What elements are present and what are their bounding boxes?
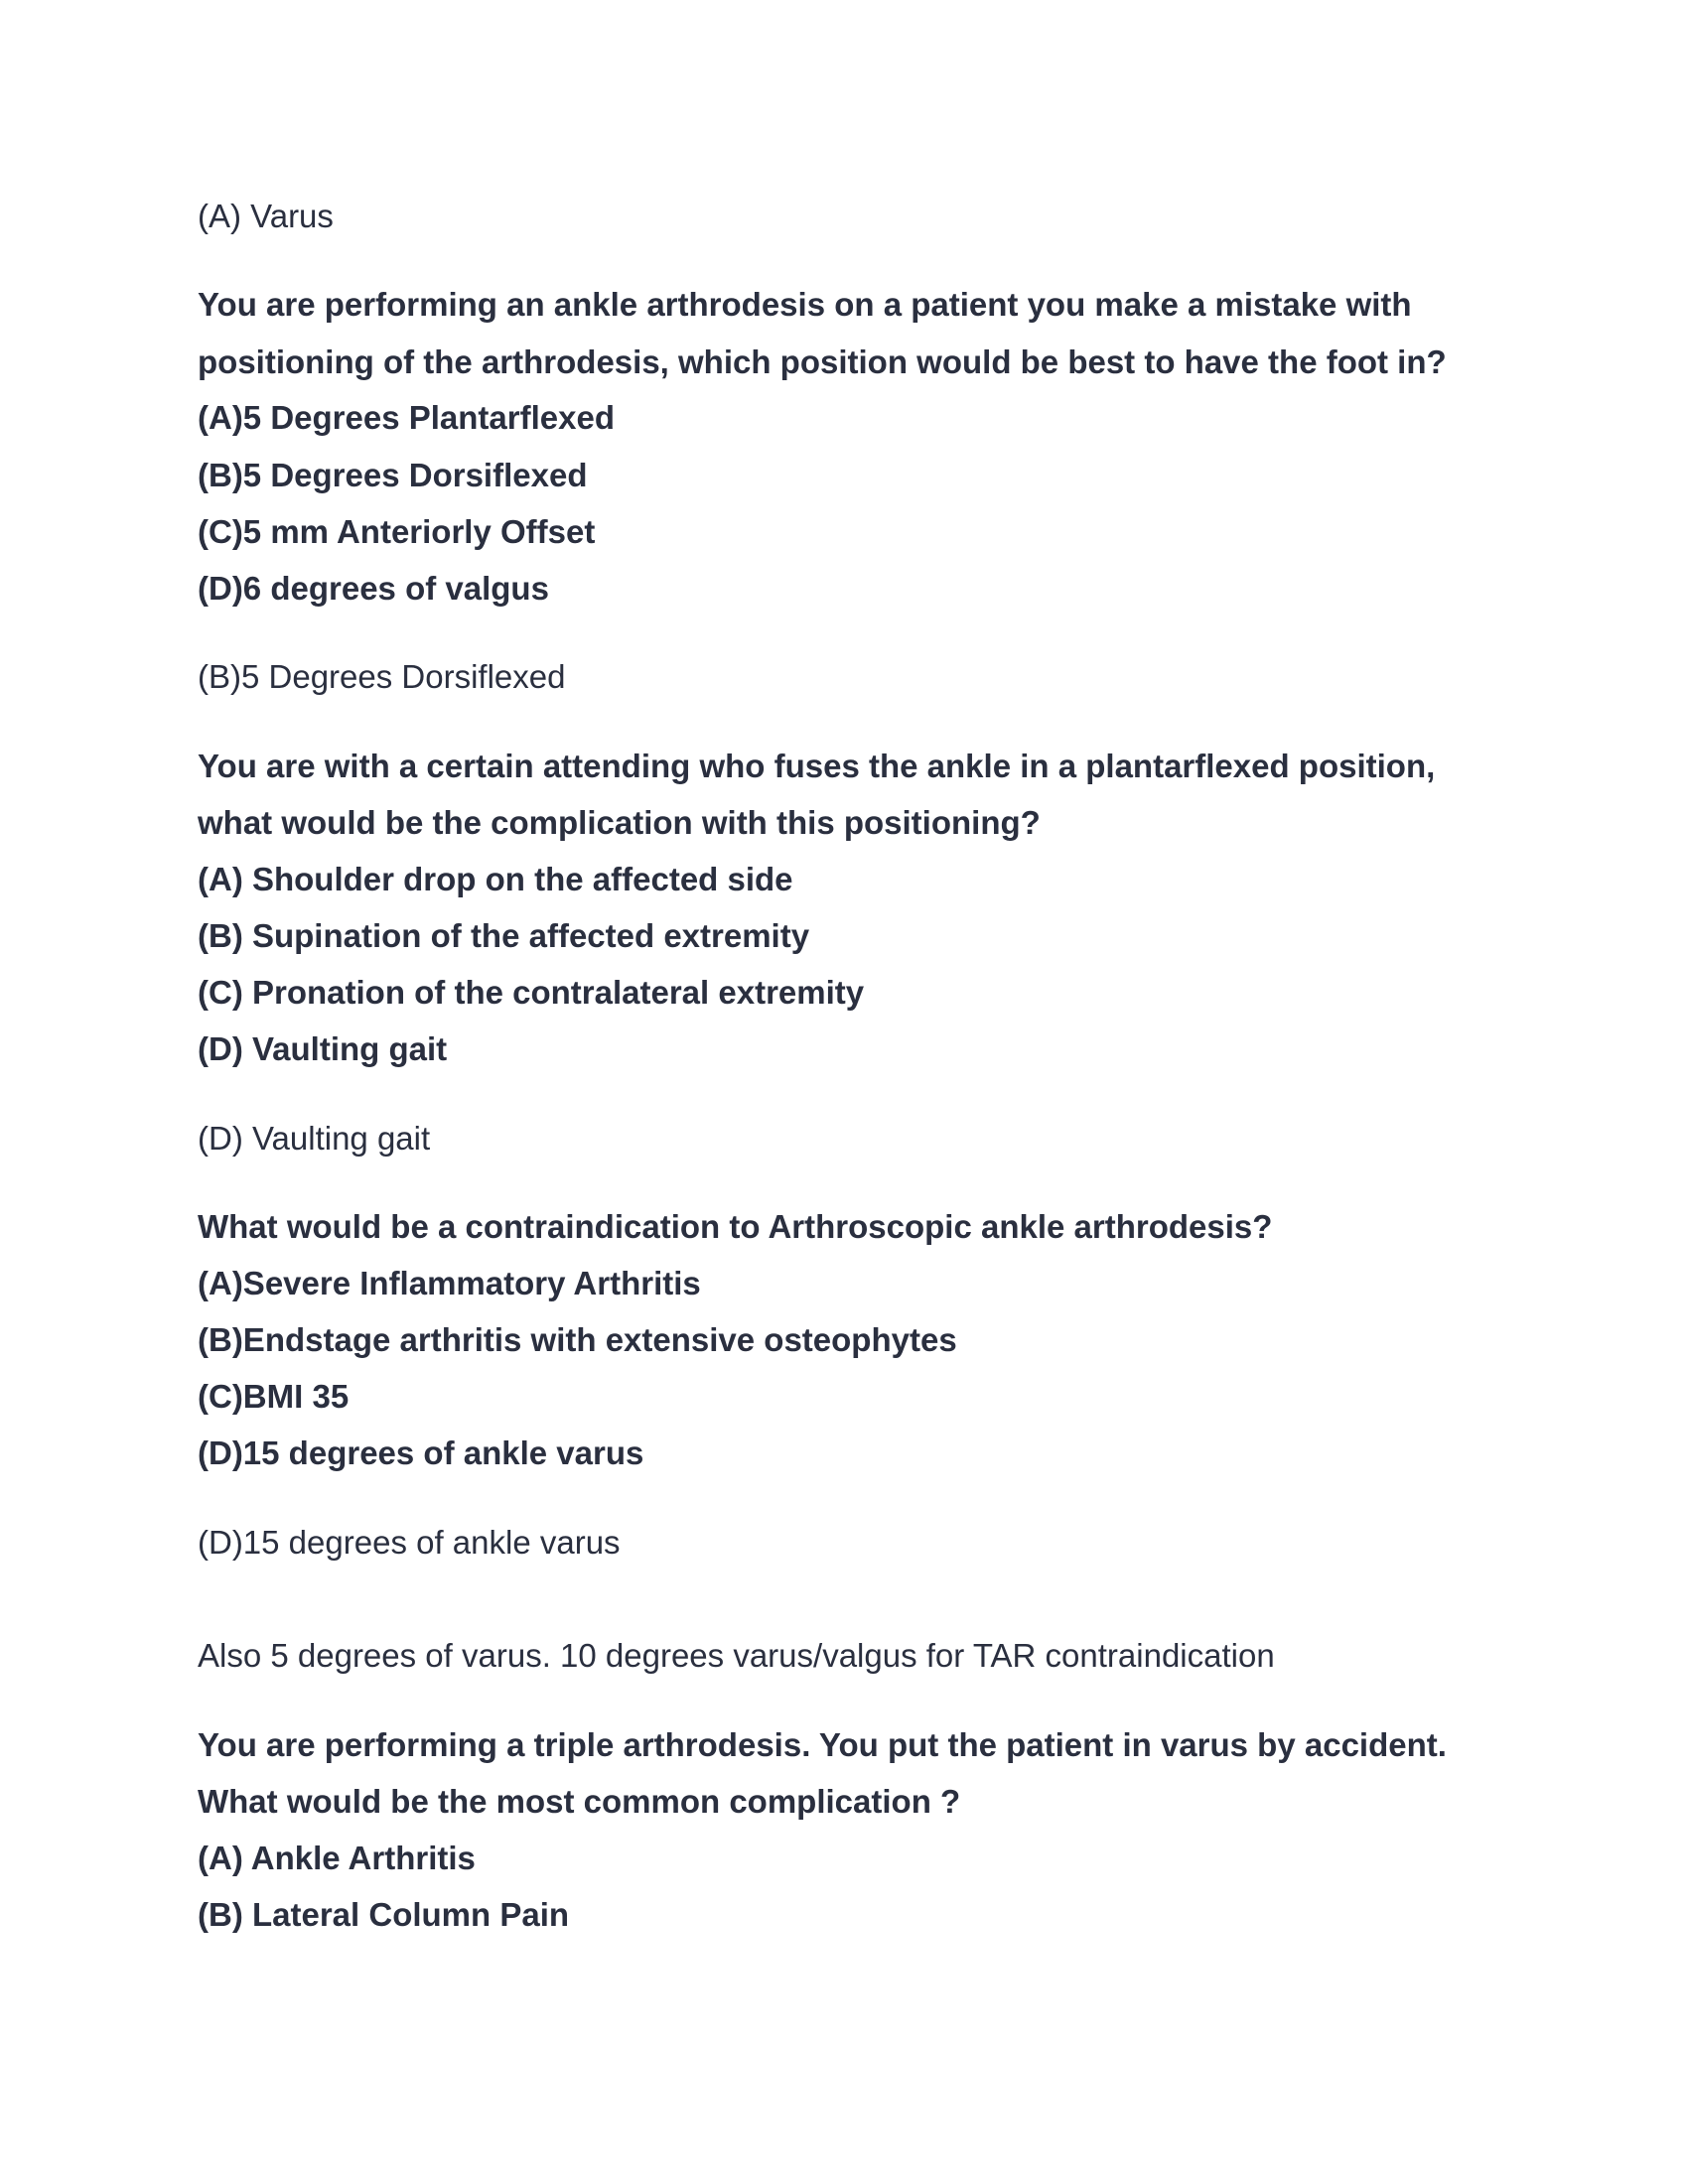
question-text: positioning of the arthrodesis, which position would be best to have the foot in?: [198, 343, 1447, 380]
option-text: (A) Shoulder drop on the affected side: [198, 861, 793, 897]
answer-text: (A) Varus: [198, 198, 334, 234]
option-text: (D) Vaulting gait: [198, 1030, 448, 1067]
question-text: You are performing a triple arthrodesis. You put the patient in varus by accident.: [198, 1726, 1447, 1763]
answer-text: (D) Vaulting gait: [198, 1120, 431, 1157]
note-text: Also 5 degrees of varus. 10 degrees varus/valgus for TAR contraindication: [198, 1637, 1275, 1674]
answer-text: (B)5 Degrees Dorsiflexed: [198, 658, 566, 695]
option-text: (B)5 Degrees Dorsiflexed: [198, 457, 588, 493]
option-text: (B) Lateral Column Pain: [198, 1896, 570, 1933]
option-text: (A)Severe Inflammatory Arthritis: [198, 1265, 701, 1301]
option-text: (A) Ankle Arthritis: [198, 1840, 476, 1876]
option-text: (C)5 mm Anteriorly Offset: [198, 513, 596, 550]
option-text: (D)6 degrees of valgus: [198, 570, 549, 607]
question-text: You are with a certain attending who fuses the ankle in a plantarflexed position,: [198, 748, 1436, 784]
option-text: (B) Supination of the affected extremity: [198, 917, 810, 954]
question-text: What would be the most common complication ?: [198, 1783, 961, 1820]
option-text: (C)BMI 35: [198, 1378, 350, 1415]
option-text: (C) Pronation of the contralateral extremity: [198, 974, 865, 1011]
option-text: (A)5 Degrees Plantarflexed: [198, 399, 615, 436]
option-text: (D)15 degrees of ankle varus: [198, 1434, 644, 1471]
answer-text: (D)15 degrees of ankle varus: [198, 1524, 621, 1561]
question-text: What would be a contraindication to Arthroscopic ankle arthrodesis?: [198, 1208, 1273, 1245]
question-text: what would be the complication with this positioning?: [198, 804, 1041, 841]
option-text: (B)Endstage arthritis with extensive osteophytes: [198, 1321, 957, 1358]
question-text: You are performing an ankle arthrodesis on a patient you make a mistake with: [198, 286, 1412, 323]
